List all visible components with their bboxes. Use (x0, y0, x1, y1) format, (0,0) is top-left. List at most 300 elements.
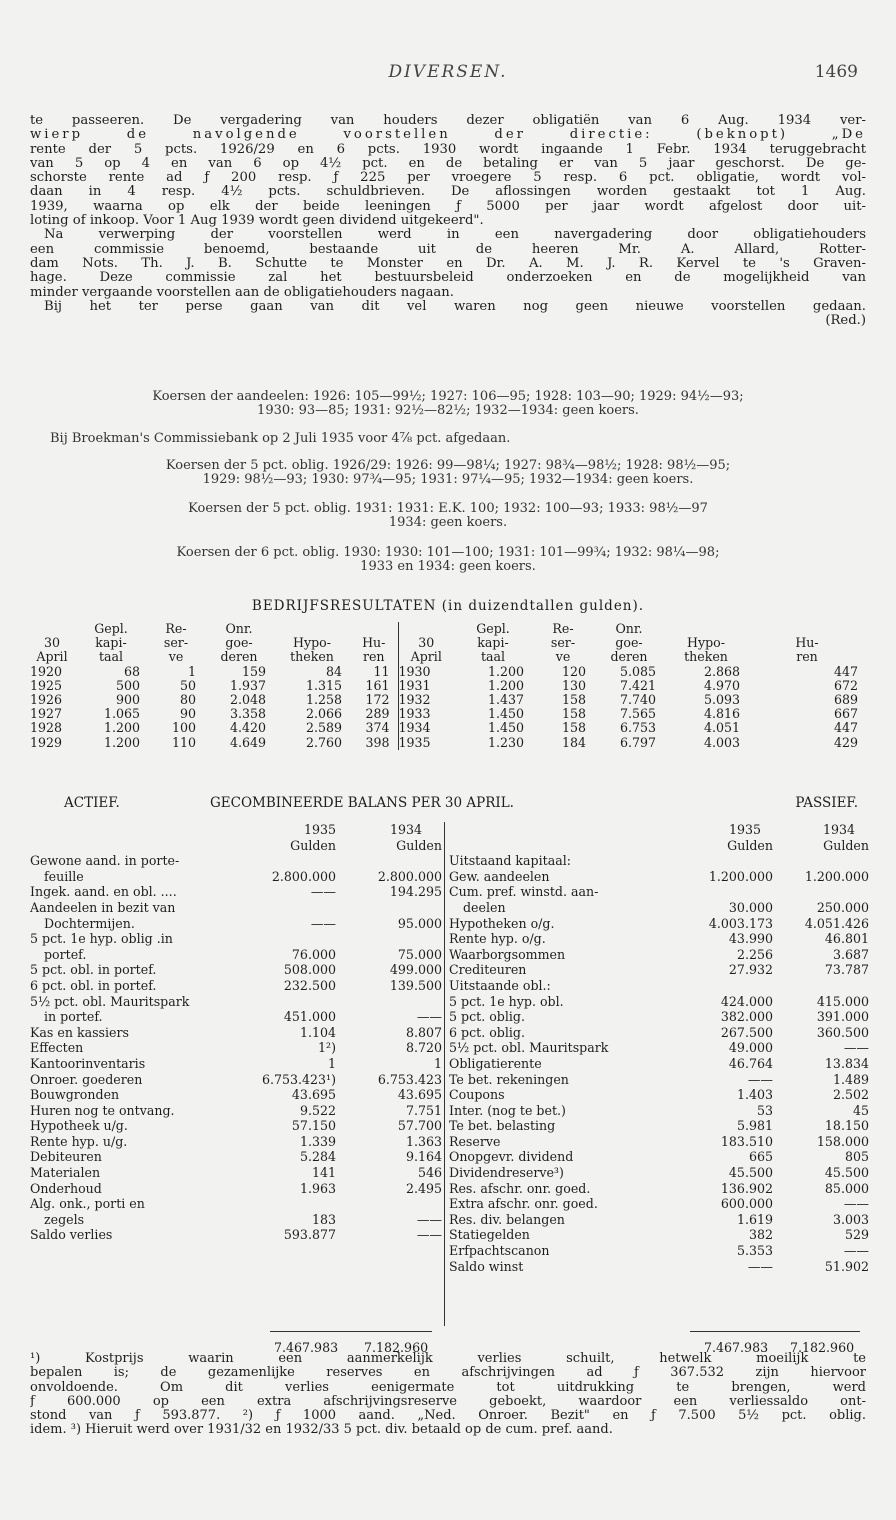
results-cell: 80 (179, 692, 196, 708)
balance-value-1934: 51.902 (824, 1258, 869, 1274)
unit-label: Gulden (290, 837, 336, 853)
year-label: 1934 (822, 822, 855, 837)
footnote-line: bepalen is; de gezamenlijke reserves en afschrijvingen ad ƒ 367.532 zijn hiervoor (30, 1366, 866, 1381)
balance-row (30, 1149, 442, 1165)
total-rule (270, 1331, 432, 1332)
balance-value-1935: —— (747, 1258, 773, 1274)
results-header-cell: deren (610, 649, 648, 665)
balance-value-1934: 18.150 (824, 1118, 869, 1134)
year-label: 1935 (728, 822, 761, 837)
balance-item-label: Extra afschr. onr. goed. (449, 1196, 598, 1212)
results-cell: 2.589 (305, 720, 342, 736)
balance-item-label: in portef. (44, 1009, 103, 1025)
results-cell: 184 (561, 734, 586, 750)
balance-row (30, 1165, 442, 1181)
results-row (30, 736, 866, 750)
balance-value-1935: 424.000 (720, 993, 773, 1009)
balance-item-label: Onopgevr. dividend (449, 1149, 574, 1165)
balance-item-label: 5 pct. obl. in portef. (30, 962, 157, 978)
balance-row (449, 916, 871, 932)
balance-item-label: Onroer. goederen (30, 1071, 143, 1087)
unit-label: Gulden (396, 837, 442, 853)
text-line: dam Nots. Th. J. B. Schutte te Monster en Dr. A. M. J. R. Kervel te 's Graven- (30, 256, 866, 271)
balance-value-1935: 5.981 (736, 1118, 773, 1134)
balance-value-1935: 508.000 (283, 962, 336, 978)
balance-value-1934: 7.751 (405, 1102, 442, 1118)
balance-row (30, 1009, 442, 1025)
results-cell: 1929 (30, 734, 63, 750)
balance-row (30, 1103, 442, 1119)
balance-value-1934: 2.800.000 (377, 868, 442, 884)
balance-row (30, 1134, 442, 1150)
results-header-row (30, 636, 866, 650)
balance-row (449, 1149, 871, 1165)
results-cell: 90 (179, 706, 196, 722)
quote-line: Koersen der aandeelen: 1926: 105—99½; 1927: 106—95; 1928: 103—90; 1929: 94½—93; (152, 389, 744, 404)
balance-value-1934: —— (843, 1040, 869, 1056)
balance-value-1935: 382.000 (720, 1009, 773, 1025)
balance-row (449, 1118, 871, 1134)
total-liabilities-1934: 7.182.960 (790, 1340, 855, 1355)
unit-label: Gulden (823, 837, 869, 853)
balance-row (449, 1056, 871, 1072)
balance-row (30, 1118, 442, 1134)
results-cell: 84 (325, 663, 342, 679)
text-line: daan in 4 resp. 4½ pcts. schuldbrieven. De aflossingen worden gestaakt tot 1 Aug. (30, 185, 866, 200)
results-cell: 667 (833, 706, 858, 722)
balance-item-label: Alg. onk., porti en (30, 1196, 145, 1212)
balance-row (449, 1196, 871, 1212)
balance-value-1934: 1 (433, 1055, 442, 1071)
balance-item-label: Gew. aandeelen (449, 868, 550, 884)
balance-value-1934: —— (416, 1227, 442, 1243)
balance-value-1935: 9.522 (299, 1102, 336, 1118)
results-header-cell (748, 622, 866, 636)
balance-row (30, 869, 442, 885)
results-cell: 4.816 (703, 706, 740, 722)
results-cell: 2.048 (229, 692, 266, 708)
balance-row (449, 1259, 871, 1275)
results-cell: 447 (833, 720, 858, 736)
balance-value-1934: 13.834 (824, 1055, 869, 1071)
results-row (30, 665, 866, 679)
balance-row (449, 1212, 871, 1228)
results-header-cell: ser- (163, 635, 189, 651)
results-header-cell: Gepl. (94, 621, 128, 636)
results-header-cell: taal (98, 649, 124, 665)
footnotes (30, 1352, 866, 1438)
results-cell: 289 (350, 707, 398, 721)
balance-row (449, 900, 871, 916)
balance-row (30, 1025, 442, 1041)
balance-value-1934: 805 (844, 1149, 869, 1165)
balance-value-1935: —— (747, 1071, 773, 1087)
results-cell: 3.358 (229, 706, 266, 722)
balance-item-label: Te bet. belasting (449, 1118, 556, 1134)
balance-row (449, 1087, 871, 1103)
results-header-cell: 30 (418, 635, 435, 651)
text-line: Bij het ter perse gaan van dit vel waren nog geen nieuwe voorstellen gedaan. (44, 299, 866, 314)
balance-value-1935: 136.902 (720, 1180, 773, 1196)
results-cell: 1920 (30, 663, 63, 679)
balance-value-1934: 6.753.423 (377, 1071, 442, 1087)
balance-item-label: Materialen (30, 1165, 101, 1181)
results-cell: 1925 (30, 677, 63, 693)
balance-row (30, 900, 442, 916)
results-header-cell: 30 (43, 635, 61, 651)
balance-row (449, 947, 871, 963)
results-header-cell: Gepl. (476, 621, 510, 636)
balance-value-1934: —— (843, 1243, 869, 1259)
results-header-cell: taal (480, 649, 506, 665)
results-row (30, 693, 866, 707)
results-cell: 900 (115, 692, 140, 708)
results-cell: 689 (833, 692, 858, 708)
intro-text (30, 114, 866, 328)
balance-row (30, 1212, 442, 1228)
balance-value-1934: 546 (417, 1165, 442, 1181)
results-cell: 130 (561, 677, 586, 693)
balance-item-label: 5½ pct. obl. Mauritspark (30, 993, 190, 1009)
balance-row (449, 1040, 871, 1056)
results-cell: 1934 (398, 720, 431, 736)
balance-row (30, 884, 442, 900)
results-cell: 158 (561, 706, 586, 722)
results-cell: 1930 (398, 663, 431, 679)
balance-row (449, 962, 871, 978)
balance-item-label: Hypotheek u/g. (30, 1118, 128, 1134)
bond-quotes-1931 (30, 502, 866, 530)
results-cell: 1.230 (487, 734, 524, 750)
results-cell: 161 (350, 679, 398, 693)
balance-value-1934: 46.801 (824, 931, 869, 947)
year-header (449, 822, 871, 838)
balance-item-label: Bouwgronden (30, 1087, 120, 1103)
results-row (30, 707, 866, 721)
bond-quotes-1926 (30, 459, 866, 487)
results-cell: 1.937 (229, 677, 266, 693)
balance-item-label: Crediteuren (449, 962, 527, 978)
balance-row (30, 1087, 442, 1103)
balance-value-1934: 57.700 (397, 1118, 442, 1134)
balance-value-1934: —— (416, 1009, 442, 1025)
results-cell: 1933 (398, 706, 431, 722)
footnote-line: stond van ƒ 593.877. ²) ƒ 1000 aand. „Ned. Onroer. Bezit" en ƒ 7.500 5½ pct. oblig. (30, 1409, 866, 1424)
results-cell: 159 (241, 663, 266, 679)
quote-line: Koersen der 5 pct. oblig. 1931: 1931: E.K. 100; 1932: 100—93; 1933: 98½—97 (188, 501, 708, 516)
balance-value-1935: 30.000 (728, 899, 773, 915)
results-cell: 447 (833, 663, 858, 679)
results-cell: 1.200 (487, 677, 524, 693)
balance-value-1935: 183.510 (720, 1133, 773, 1149)
balance-item-label: Huren nog te ontvang. (30, 1102, 175, 1118)
balance-value-1934: 194.295 (389, 884, 442, 900)
results-header-cell: deren (220, 649, 258, 665)
balance-value-1935: 27.932 (728, 962, 773, 978)
results-header-row (30, 622, 866, 636)
balance-value-1934: 4.051.426 (804, 915, 869, 931)
balance-item-label: Dochtermijen. (44, 915, 135, 931)
balance-row (30, 1056, 442, 1072)
balance-value-1934: 1.200.000 (804, 868, 869, 884)
balance-item-label: Ingek. aand. en obl. .... (30, 884, 177, 900)
balance-value-1935: 2.256 (736, 946, 773, 962)
text-line: hage. Deze commissie zal het bestuursbeleid onderzoeken en de mogelijkheid van (30, 271, 866, 286)
balance-value-1934: 8.807 (405, 1024, 442, 1040)
results-cell: 1.200 (103, 734, 140, 750)
text-line: loting of inkoop. Voor 1 Aug 1939 wordt geen dividend uitgekeerd". (30, 214, 484, 229)
balance-item-label: Inter. (nog te bet.) (449, 1102, 566, 1118)
balance-value-1935: 1.963 (299, 1180, 336, 1196)
results-header-row (30, 650, 866, 664)
footnote-line: ƒ 600.000 op een extra afschrijvingsreserve geboekt, waardoor een verliessaldo ont- (30, 1394, 866, 1409)
balance-row (449, 978, 871, 994)
results-header-cell: Re- (165, 621, 187, 636)
balance-row (30, 853, 442, 869)
results-header-cell: ve (555, 649, 571, 665)
results-table (30, 622, 866, 750)
unit-header (449, 838, 871, 854)
balance-value-1934: 85.000 (824, 1180, 869, 1196)
balance-row (30, 947, 442, 963)
balance-value-1934: 1.363 (405, 1133, 442, 1149)
balance-value-1935: 46.764 (728, 1055, 773, 1071)
results-cell: 5.093 (703, 692, 740, 708)
results-title: BEDRIJFSRESULTATEN (in duizendtallen gulden). (251, 598, 645, 614)
balance-value-1934: 1.489 (832, 1071, 869, 1087)
quote-line: Koersen der 6 pct. oblig. 1930: 1930: 101—100; 1931: 101—99¾; 1932: 98¼—98; (176, 545, 720, 560)
balance-row (30, 994, 442, 1010)
balance-row (449, 1227, 871, 1243)
quote-line: 1934: geen koers. (388, 515, 508, 530)
balance-item-label: Res. div. belangen (449, 1211, 565, 1227)
balance-value-1935: 593.877 (283, 1227, 336, 1243)
results-cell: 398 (350, 736, 398, 750)
results-header-cell (664, 622, 748, 636)
balance-value-1935: 451.000 (283, 1009, 336, 1025)
balance-item-label: Res. afschr. onr. goed. (449, 1180, 591, 1196)
total-liabilities-1935: 7.467.983 (704, 1340, 769, 1355)
results-header-cell: Hu- (350, 636, 398, 650)
balance-row (30, 1181, 442, 1197)
results-cell: 50 (179, 677, 196, 693)
balance-row (30, 916, 442, 932)
balance-row (449, 1243, 871, 1259)
balance-value-1935: 382 (748, 1227, 773, 1243)
results-cell: 1.200 (487, 663, 524, 679)
balance-value-1935: 57.150 (291, 1118, 336, 1134)
results-cell: 500 (115, 677, 140, 693)
results-cell: 100 (171, 720, 196, 736)
balance-item-label: 6 pct. obl. in portef. (30, 977, 157, 993)
balance-item-label: portef. (44, 946, 87, 962)
results-cell: 1.450 (487, 720, 524, 736)
quote-line: Bij Broekman's Commissiebank op 2 Juli 1935 voor 4⅞ pct. afgedaan. (50, 431, 511, 446)
balance-row (30, 962, 442, 978)
balance-item-label: Hypotheken o/g. (449, 915, 555, 931)
balance-item-label: deelen (463, 899, 506, 915)
year-label: 1934 (389, 822, 422, 837)
results-cell: 374 (350, 721, 398, 735)
balance-value-1935: 53 (756, 1102, 773, 1118)
balance-value-1934: 9.164 (405, 1149, 442, 1165)
results-header-cell: April (36, 649, 68, 665)
results-cell: 1935 (398, 734, 431, 750)
balance-item-label: Obligatierente (449, 1055, 542, 1071)
balance-value-1935: 45.500 (728, 1165, 773, 1181)
share-quotes (30, 390, 866, 418)
year-label: 1935 (303, 822, 336, 837)
balance-item-label: Aandeelen in bezit van (30, 899, 176, 915)
balance-value-1934: 95.000 (397, 915, 442, 931)
balance-item-label: Kantoorinventaris (30, 1055, 146, 1071)
results-cell: 1.200 (103, 720, 140, 736)
balance-title: GECOMBINEERDE BALANS PER 30 APRIL. (210, 795, 514, 811)
results-header-cell: Onr. (225, 621, 253, 636)
quote-line: 1930: 93—85; 1931: 92½—82½; 1932—1934: geen koers. (257, 403, 639, 418)
balance-item-label: zegels (44, 1211, 85, 1227)
balance-item-label: Statiegelden (449, 1227, 530, 1243)
balance-item-label: Reserve (449, 1133, 501, 1149)
unit-header (30, 838, 442, 854)
balance-value-1934: 2.495 (405, 1180, 442, 1196)
total-assets-1934: 7.182.960 (364, 1340, 429, 1355)
footnote-line: ¹) Kostprijs waarin een aanmerkelijk verlies schuilt, hetwelk moeilijk te (30, 1352, 866, 1366)
balance-item-label: Saldo verlies (30, 1227, 113, 1243)
bond-quotes-1930 (30, 546, 866, 574)
text-line: minder vergaande voorstellen aan de obligatiehouders nagaan. (30, 285, 454, 300)
results-row (30, 679, 866, 693)
balance-item-label: Uitstaand kapitaal: (449, 853, 571, 869)
balance-value-1935: 1²) (318, 1040, 336, 1056)
results-cell: 1926 (30, 692, 63, 708)
total-assets-1935: 7.467.983 (274, 1340, 339, 1355)
year-header (30, 822, 442, 838)
balance-row (449, 884, 871, 900)
results-header-cell: ve (168, 649, 184, 665)
balance-row (449, 869, 871, 885)
balance-item-label: Te bet. rekeningen (449, 1071, 569, 1087)
balance-row (449, 994, 871, 1010)
balance-item-label: Waarborgsommen (449, 946, 566, 962)
results-cell: 4.051 (703, 720, 740, 736)
balance-value-1935: 1.339 (299, 1133, 336, 1149)
balance-item-label: Onderhoud (30, 1180, 102, 1196)
balance-value-1935: 267.500 (720, 1024, 773, 1040)
balance-item-label: Cum. pref. winstd. aan- (449, 884, 599, 900)
results-header-cell (274, 622, 350, 636)
balance-item-label: 5 pct. oblig. (449, 1009, 525, 1025)
results-cell: 2.760 (305, 734, 342, 750)
results-cell: 4.003 (703, 734, 740, 750)
balance-value-1934: 45 (852, 1102, 869, 1118)
text-line: 1939, waarna op elk der beide leeningen ƒ 5000 per jaar wordt afgelost door uit- (30, 199, 866, 214)
results-cell: 1932 (398, 692, 431, 708)
editor-note: (Red.) (825, 314, 866, 329)
results-cell: 158 (561, 720, 586, 736)
results-cell: 158 (561, 692, 586, 708)
balance-value-1934: 391.000 (816, 1009, 869, 1025)
results-header-cell: goe- (225, 635, 253, 651)
results-cell: 2.868 (703, 663, 740, 679)
balance-value-1935: 6.753.423¹) (261, 1071, 336, 1087)
results-cell: 6.753 (619, 720, 656, 736)
assets-heading: ACTIEF. (64, 795, 120, 811)
results-cell: 1.450 (487, 706, 524, 722)
text-line: wierp de navolgende voorstellen der directie: (beknopt) „De (30, 128, 866, 143)
running-header (0, 62, 896, 86)
balance-value-1934: 3.003 (832, 1211, 869, 1227)
balance-row (30, 1227, 442, 1243)
balance-item-label: Rente hyp. u/g. (30, 1133, 128, 1149)
results-header-cell: ren (796, 649, 818, 665)
balance-value-1935: 232.500 (283, 977, 336, 993)
balance-item-label: Kas en kassiers (30, 1024, 129, 1040)
balance-value-1934: 45.500 (824, 1165, 869, 1181)
total-rule (690, 1331, 860, 1332)
balance-value-1935: 183 (311, 1211, 336, 1227)
results-header-cell: kapi- (95, 635, 127, 651)
results-cell: 7.421 (619, 677, 656, 693)
balance-value-1935: 43.695 (291, 1087, 336, 1103)
text-line: van 5 op 4 en van 6 op 4½ pct. en de betaling er van 5 jaar geschorst. De ge- (30, 156, 866, 171)
balance-value-1935: 4.003.173 (708, 915, 773, 931)
balance-row (449, 931, 871, 947)
balance-value-1935: 600.000 (720, 1196, 773, 1212)
results-cell: 1.065 (103, 706, 140, 722)
results-header-cell: goe- (615, 635, 643, 651)
balance-value-1935: 5.353 (736, 1243, 773, 1259)
results-header-cell: April (410, 649, 442, 665)
balance-item-label: Coupons (449, 1087, 505, 1103)
text-line: rente der 5 pcts. 1926/29 en 6 pcts. 1930 wordt ingaande 1 Febr. 1934 teruggebracht (30, 142, 866, 157)
balance-value-1934: 2.502 (832, 1087, 869, 1103)
balance-value-1934: 8.720 (405, 1040, 442, 1056)
balance-item-label: Debiteuren (30, 1149, 102, 1165)
balance-value-1934: 415.000 (816, 993, 869, 1009)
balance-item-label: Rente hyp. o/g. (449, 931, 546, 947)
balance-item-label: 5 pct. 1e hyp. oblig .in (30, 931, 173, 947)
balance-value-1934: 250.000 (816, 899, 869, 915)
balance-row (449, 853, 871, 869)
balance-value-1935: 1.104 (299, 1024, 336, 1040)
balance-item-label: feuille (44, 868, 84, 884)
balance-row (30, 931, 442, 947)
results-cell: 4.420 (229, 720, 266, 736)
balance-value-1934: 158.000 (816, 1133, 869, 1149)
balance-item-label: Saldo winst (449, 1258, 524, 1274)
results-header-cell: theken (290, 649, 334, 665)
results-cell: 4.970 (703, 677, 740, 693)
balance-row (30, 978, 442, 994)
balance-value-1934: —— (843, 1196, 869, 1212)
balance-row (449, 1181, 871, 1197)
balance-value-1935: 2.800.000 (271, 868, 336, 884)
balance-value-1935: 76.000 (291, 946, 336, 962)
balance-item-label: 6 pct. oblig. (449, 1024, 525, 1040)
balance-value-1935: 49.000 (728, 1040, 773, 1056)
assets-column (30, 822, 442, 1243)
results-cell: 1.315 (305, 677, 342, 693)
results-cell: 4.649 (229, 734, 266, 750)
quote-line: 1929: 98½—93; 1930: 97¾—95; 1931: 97¼—95; 1932—1934: geen koers. (202, 472, 694, 487)
results-header-cell: Re- (552, 621, 574, 636)
results-header-cell: ren (350, 650, 398, 664)
balance-value-1934: 3.687 (832, 946, 869, 962)
results-header-cell (350, 622, 398, 636)
results-header-cell (398, 622, 454, 636)
results-row (30, 721, 866, 735)
